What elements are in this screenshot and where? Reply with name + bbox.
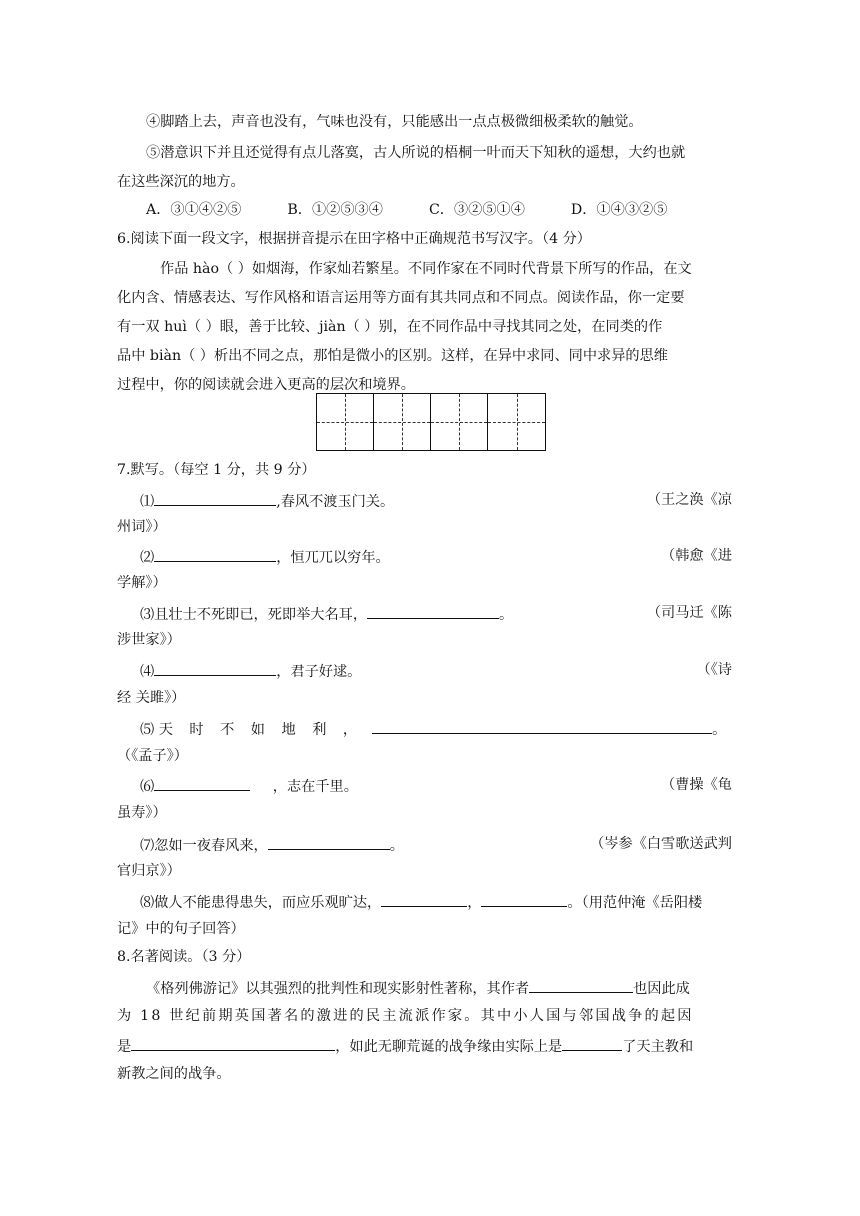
q5-item-4: ④脚踏上去，声音也没有，气味也没有，只能感出一点点极微细极柔软的触觉。 bbox=[146, 114, 643, 130]
q5-option-c: C．③②⑤①④ bbox=[428, 202, 525, 218]
q7-blank-7[interactable] bbox=[268, 834, 390, 850]
q6-title: 6.阅读下面一段文字，根据拼音提示在田字格中正确规范书写汉字。（4 分） bbox=[117, 231, 591, 247]
q7-source-6b: 虽寿》） bbox=[117, 805, 167, 821]
q8-line-2: 为 18 世纪前期英国著名的激进的民主流派作家。其中小人国与邻国战争的起因 bbox=[117, 1008, 694, 1024]
q5-option-d: D．①④③②⑤ bbox=[570, 202, 668, 218]
q7-item-3: ⑶且壮士不死即已，死即举大名耳， 。 bbox=[140, 603, 513, 625]
q8-blank-allude[interactable] bbox=[562, 1035, 622, 1051]
q7-source-7b: 官归京》） bbox=[117, 863, 181, 879]
q7-source-3b: 涉世家》） bbox=[117, 632, 181, 648]
tianzige-cell-3[interactable] bbox=[431, 394, 488, 450]
q7-source-6a: （曹操《龟 bbox=[661, 777, 732, 793]
q8-blank-cause[interactable] bbox=[131, 1035, 335, 1051]
q7-item-5: ⑸ 天 时 不 如 地 利 ， 。 bbox=[140, 718, 726, 740]
q8-blank-author[interactable] bbox=[529, 977, 633, 993]
q7-source-4a: （《诗 bbox=[696, 662, 732, 678]
q7-blank-2[interactable] bbox=[154, 546, 276, 562]
q7-blank-1[interactable] bbox=[154, 490, 276, 506]
q7-blank-3[interactable] bbox=[367, 603, 499, 619]
q7-blank-8a[interactable] bbox=[381, 891, 467, 907]
q7-source-8: 记》中的句子回答） bbox=[117, 921, 245, 937]
q6-line-1: 作品 hào（ ）如烟海，作家灿若繁星。不同作家在不同时代背景下所写的作品，在文 bbox=[160, 261, 692, 277]
q8-title: 8.名著阅读。（3 分） bbox=[117, 949, 251, 965]
q7-item-7: ⑺忽如一夜春风来， 。 bbox=[140, 834, 404, 856]
q7-source-2a: （韩愈《进 bbox=[661, 548, 732, 564]
q7-source-2b: 学解》） bbox=[117, 575, 167, 591]
q6-line-3: 有一双 huì（ ）眼，善于比较、jiàn（ ）别，在不同作品中寻找其同之处，在同类的作 bbox=[117, 319, 663, 335]
tianzige-grid[interactable] bbox=[316, 393, 546, 451]
q7-source-3a: （司马迁《陈 bbox=[646, 605, 732, 621]
tianzige-cell-2[interactable] bbox=[374, 394, 431, 450]
q7-source-1a: （王之涣《凉 bbox=[646, 492, 732, 508]
q8-line-3: 是 ，如此无聊荒诞的战争缘由实际上是 了天主教和 bbox=[117, 1035, 693, 1057]
q7-item-6: ⑹ ，志在千里。 bbox=[140, 775, 358, 797]
q7-source-1b: 州词》） bbox=[117, 519, 167, 535]
tianzige-cell-4[interactable] bbox=[488, 394, 545, 450]
q7-blank-5[interactable] bbox=[372, 718, 712, 734]
q6-line-4: 品中 biàn（ ）析出不同之点，那怕是微小的区别。这样，在异中求同、同中求异的思维 bbox=[117, 348, 668, 364]
q7-item-8: ⑻做人不能患得患失，而应乐观旷达， ， 。（用范仲淹《岳阳楼 bbox=[140, 891, 702, 913]
q7-source-7a: （岑参《白雪歌送武判 bbox=[590, 836, 732, 852]
q7-item-2: ⑵ ，恒兀兀以穷年。 bbox=[140, 546, 390, 568]
q7-title: 7.默写。（每空 1 分，共 9 分） bbox=[117, 462, 316, 478]
q7-source-5: （《孟子》） bbox=[117, 748, 188, 764]
q7-source-4b: 经 关雎》） bbox=[117, 690, 186, 706]
q5-option-a: A．③①④②⑤ bbox=[146, 202, 242, 218]
q5-item-5-line1: ⑤潜意识下并且还觉得有点儿落寞，古人所说的梧桐一叶而天下知秋的遥想，大约也就 bbox=[146, 145, 686, 161]
q8-line-4: 新教之间的战争。 bbox=[117, 1066, 231, 1082]
q8-line-1: 《格列佛游记》以其强烈的批判性和现实影射性著称，其作者 也因此成 bbox=[146, 977, 690, 999]
q7-blank-4[interactable] bbox=[154, 660, 276, 676]
q5-options bbox=[146, 200, 713, 220]
q5-option-b: B．①②⑤③④ bbox=[287, 202, 383, 218]
q6-line-5: 过程中，你的阅读就会进入更高的层次和境界。 bbox=[117, 377, 415, 393]
q5-item-5-line2: 在这些深沉的地方。 bbox=[117, 174, 245, 190]
tianzige-cell-1[interactable] bbox=[317, 394, 374, 450]
q7-item-1: ⑴ ,春风不渡玉门关。 bbox=[140, 490, 394, 512]
q7-blank-8b[interactable] bbox=[481, 891, 567, 907]
q7-item-4: ⑷ ，君子好逑。 bbox=[140, 660, 361, 682]
q7-blank-6[interactable] bbox=[154, 775, 250, 791]
q6-line-2: 化内含、情感表达、写作风格和语言运用等方面有其共同点和不同点。阅读作品，你一定要 bbox=[117, 290, 685, 306]
